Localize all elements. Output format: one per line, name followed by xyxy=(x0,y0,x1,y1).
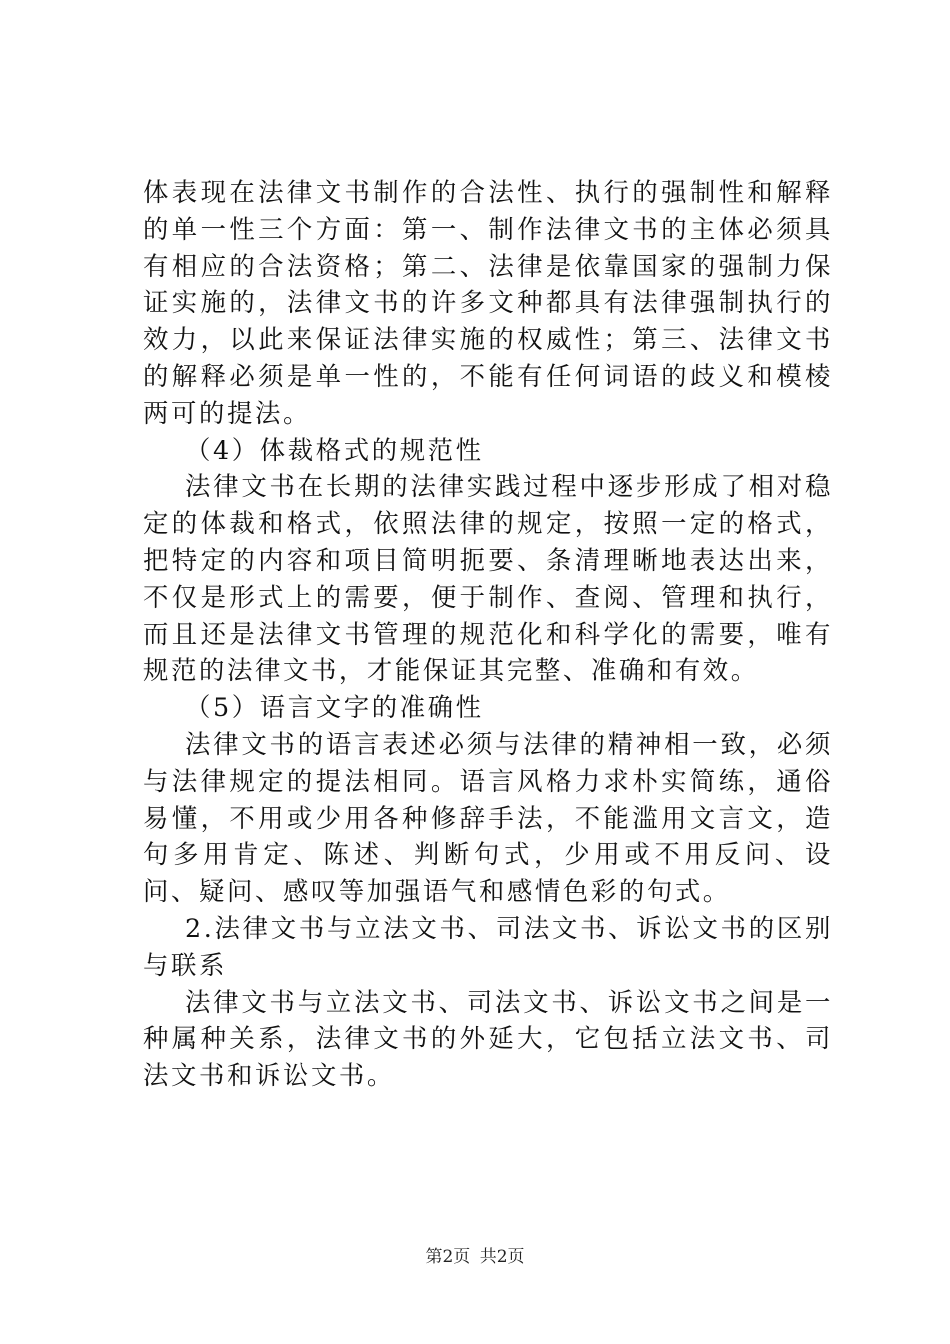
page-number: 第2页 xyxy=(425,1247,471,1267)
page-footer xyxy=(0,1245,950,1269)
heading-distinction-and-relation: 2.法律文书与立法文书、司法文书、诉讼文书的区别与联系 xyxy=(143,912,833,980)
page-total: 共2页 xyxy=(479,1247,525,1267)
paragraph-language-accuracy: 法律文书的语言表述必须与法律的精神相一致，必须与法律规定的提法相同。语言风格力求朴实简练，通俗易懂，不用或少用各种修辞手法，不能滥用文言文，造句多用肯定、陈述、判断句式，少用或不用反问、设问、疑问、感叹等加强语气和感情色彩的句式。 xyxy=(143,728,833,907)
paragraph-distinction-and-relation: 法律文书与立法文书、司法文书、诉讼文书之间是一种属种关系，法律文书的外延大，它包括立法文书、司法文书和诉讼文书。 xyxy=(143,986,833,1091)
paragraph-format-standardization: 法律文书在长期的法律实践过程中逐步形成了相对稳定的体裁和格式，依照法律的规定，按照一定的格式，把特定的内容和项目简明扼要、条清理晰地表达出来，不仅是形式上的需要，便于制作、查阅、管理和执行，而且还是法律文书管理的规范化和科学化的需要，唯有规范的法律文书，才能保证其完整、准确和有效。 xyxy=(143,471,833,686)
document-body xyxy=(143,174,833,1094)
heading-language-accuracy: （5）语言文字的准确性 xyxy=(185,692,484,723)
heading-format-standardization: （4）体裁格式的规范性 xyxy=(185,434,484,465)
paragraph-legality: 体表现在法律文书制作的合法性、执行的强制性和解释的单一性三个方面：第一、制作法律文书的主体必须具有相应的合法资格；第二、法律是依靠国家的强制力保证实施的，法律文书的许多文种都具有法律强制执行的效力，以此来保证法律实施的权威性；第三、法律文书的解释必须是单一性的，不能有任何词语的歧义和模棱两可的提法。 xyxy=(143,177,833,428)
